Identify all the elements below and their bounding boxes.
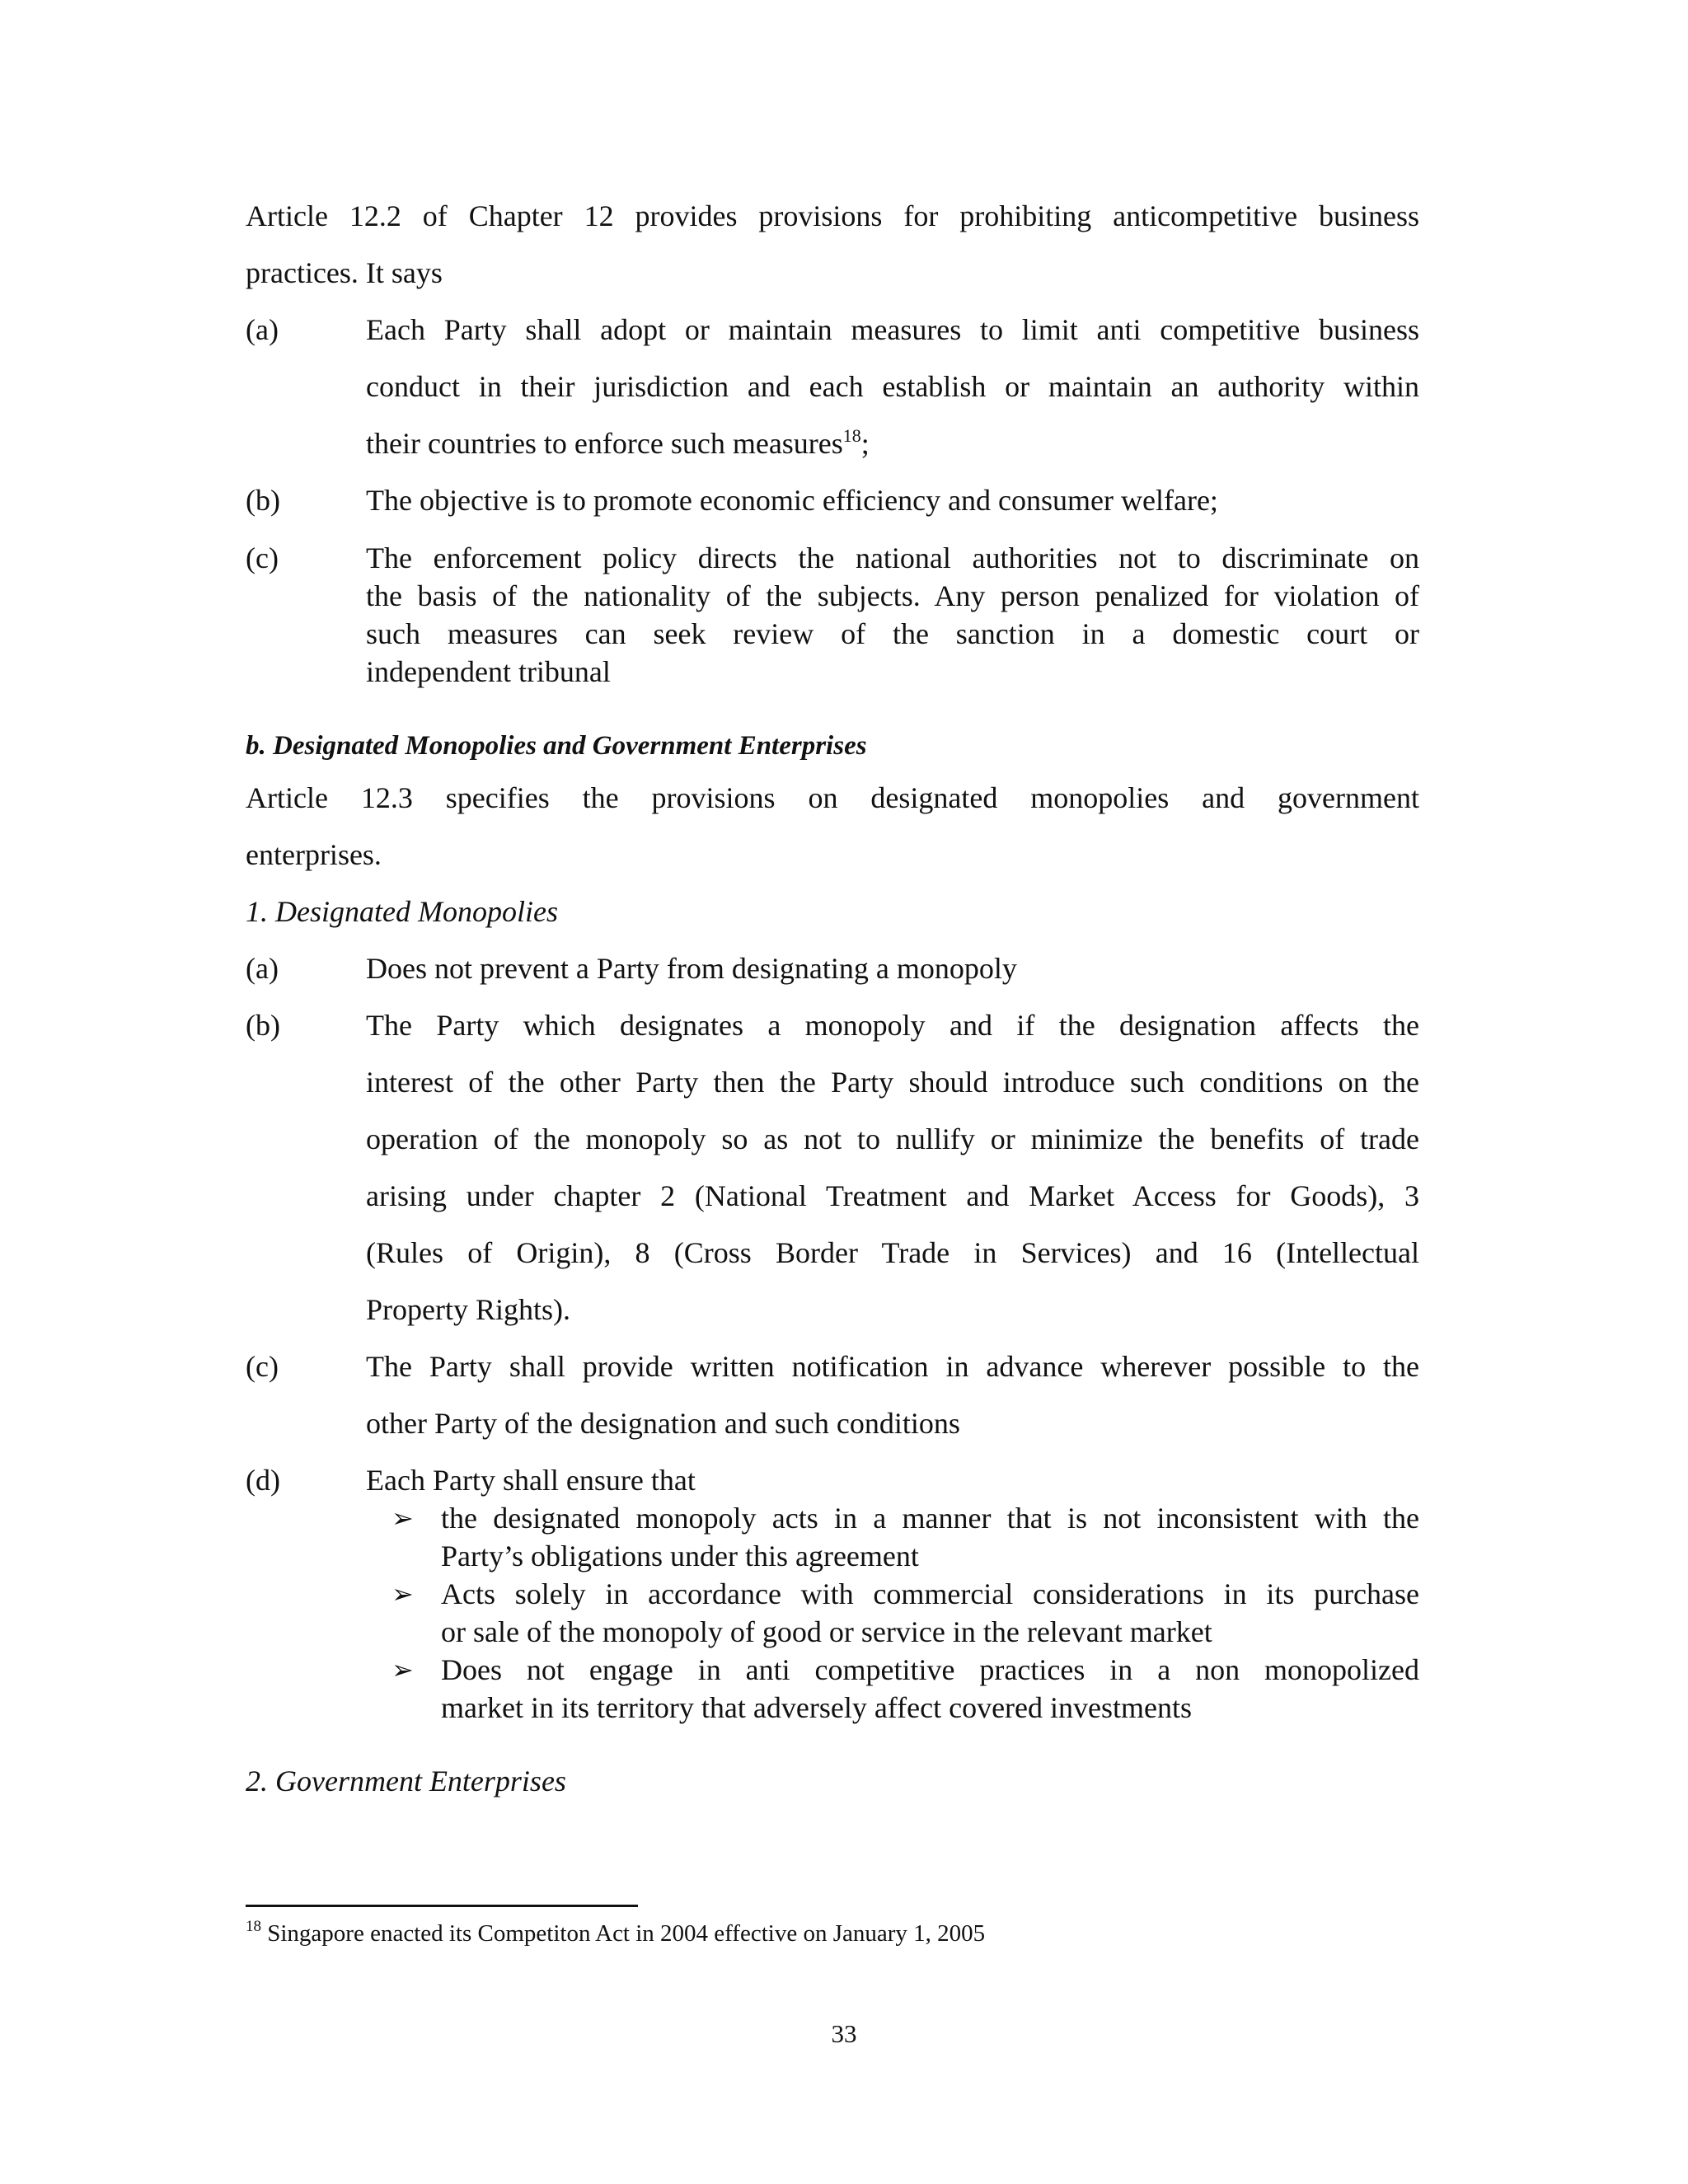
sub1-d-line-1: Each Party shall ensure that — [366, 1464, 696, 1497]
sub1-b-line-2: interest of the other Party then the Party should introduce such conditions on the — [366, 1066, 1419, 1099]
list1-label-c: (c) — [246, 541, 279, 574]
bullet-item-1 — [441, 1499, 1419, 1575]
sub1-a-line-1: Does not prevent a Party from designating a monopoly — [366, 952, 1017, 985]
sub1-b-line-1: The Party which designates a monopoly and if the designation affects the — [366, 1009, 1419, 1042]
sub1-item-a — [366, 950, 1419, 987]
list1-c-line-4: independent tribunal — [366, 655, 611, 688]
sub2-heading: 2. Government Enterprises — [246, 1765, 566, 1797]
list1-label-b: (b) — [246, 484, 280, 517]
intro-line-1: Article 12.2 of Chapter 12 provides provisions for prohibiting anticompetitive business — [246, 199, 1419, 232]
bullet-2-line-1: Acts solely in accordance with commercial considerations in its purchase — [441, 1577, 1419, 1610]
bullet-item-3 — [441, 1651, 1419, 1727]
sub1-b-line-6: Property Rights). — [366, 1293, 570, 1326]
bullet-3-line-2: market in its territory that adversely affect covered investments — [441, 1691, 1193, 1724]
list1-c-line-3: such measures can seek review of the sanction in a domestic court or — [366, 617, 1419, 650]
list1-b-line-1: The objective is to promote economic efficiency and consumer welfare; — [366, 484, 1218, 517]
sub1-b-line-4: arising under chapter 2 (National Treatment and Market Access for Goods), 3 — [366, 1179, 1419, 1212]
list1-a-line-3-text: their countries to enforce such measures — [366, 427, 843, 460]
bullet-arrow-icon: ➢ — [392, 1655, 414, 1685]
sub1-item-c — [366, 1348, 1419, 1441]
page-number: 33 — [831, 2019, 857, 2048]
sub1-label-c: (c) — [246, 1350, 279, 1383]
sub1-b-line-5: (Rules of Origin), 8 (Cross Border Trade in Services) and 16 (Intellectual — [366, 1236, 1419, 1269]
footnote-ref-18: 18 — [842, 425, 861, 446]
bullet-arrow-icon: ➢ — [392, 1503, 414, 1533]
sub1-c-line-2: other Party of the designation and such conditions — [366, 1407, 960, 1440]
sub1-label-d: (d) — [246, 1464, 280, 1497]
footnote-mark: 18 — [246, 1918, 261, 1935]
list1-a-line-1: Each Party shall adopt or maintain measures to limit anti competitive business — [366, 313, 1419, 346]
sub1-label-a: (a) — [246, 952, 279, 985]
footnote-text: Singapore enacted its Competiton Act in 2004 effective on January 1, 2005 — [261, 1920, 986, 1947]
sub1-item-b — [366, 1007, 1419, 1328]
sub1-b-line-3: operation of the monopoly so as not to nullify or minimize the benefits of trade — [366, 1122, 1419, 1155]
list1-item-c — [366, 540, 1419, 690]
list1-a-tail: ; — [860, 427, 870, 460]
list1-a-line-3 — [366, 425, 1419, 462]
bullet-3-line-1: Does not engage in anti competitive practices in a non monopolized — [441, 1653, 1419, 1686]
bullet-1-line-1: the designated monopoly acts in a manner that is not inconsistent with the — [441, 1502, 1419, 1535]
footnote — [246, 1920, 985, 1947]
sub1-label-b: (b) — [246, 1009, 280, 1042]
list1-label-a: (a) — [246, 313, 279, 346]
list1-c-line-2: the basis of the nationality of the subjects. Any person penalized for violation of — [366, 579, 1419, 612]
list1-item-a — [366, 312, 1419, 462]
sub1-c-line-1: The Party shall provide written notification in advance wherever possible to the — [366, 1350, 1419, 1383]
intro-line-2: practices. It says — [246, 256, 443, 289]
section-b-line-1: Article 12.3 specifies the provisions on designated monopolies and government — [246, 781, 1419, 814]
list1-a-line-2: conduct in their jurisdiction and each establish or maintain an authority within — [366, 370, 1419, 403]
footnote-separator — [246, 1905, 638, 1907]
list1-c-line-1: The enforcement policy directs the national authorities not to discriminate on — [366, 541, 1419, 574]
section-b-heading: b. Designated Monopolies and Government Enterprises — [246, 731, 867, 761]
bullet-arrow-icon: ➢ — [392, 1579, 414, 1609]
bullet-1-line-2: Party’s obligations under this agreement — [441, 1540, 919, 1572]
sub1-heading: 1. Designated Monopolies — [246, 895, 558, 928]
sub1-item-d — [366, 1462, 1419, 1498]
list1-item-b — [366, 482, 1419, 518]
bullet-item-2 — [441, 1575, 1419, 1651]
section-b-line-2: enterprises. — [246, 838, 382, 871]
bullet-2-line-2: or sale of the monopoly of good or service in the relevant market — [441, 1615, 1212, 1648]
